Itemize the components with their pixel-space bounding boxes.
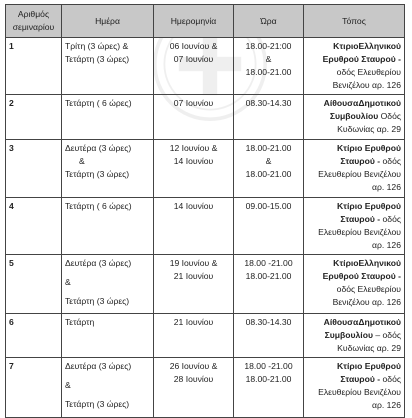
- time-cell: 09.00-15.00: [234, 198, 304, 255]
- time-cell: 18.00 -21.00 18.00-21.00: [234, 358, 304, 418]
- place-cell: Κτίριο Ερυθρού Σταυρού - οδός Ελευθερίου Βενιζέλου αρ. 126: [304, 198, 405, 255]
- date-cell: 06 Ιουνίου & 07 Ιουνίου: [154, 38, 234, 95]
- table-row: [6, 314, 405, 358]
- day-cell: Τρίτη (3 ώρες) & Τετάρτη (3 ώρες): [62, 38, 154, 95]
- seminar-number: 3: [6, 140, 62, 198]
- day-cell: Τετάρτη: [62, 314, 154, 358]
- day-cell: Δευτέρα (3 ώρες) & Τετάρτη (3 ώρες): [62, 255, 154, 314]
- day-cell: Δευτέρα (3 ώρες) & Τετάρτη (3 ώρες): [62, 358, 154, 418]
- date-cell: 19 Ιουνίου & 21 Ιουνίου: [154, 255, 234, 314]
- header-date: Ημερομηνία: [154, 5, 234, 38]
- seminar-number: 1: [6, 38, 62, 95]
- table-row: [6, 198, 405, 255]
- place-cell: Κτίριο Ερυθρού Σταυρού - οδός Ελευθερίου Βενιζέλου αρ. 126: [304, 358, 405, 418]
- table-row: [6, 95, 405, 140]
- date-cell: 26 Ιουνίου & 28 Ιουνίου: [154, 358, 234, 418]
- date-cell: 21 Ιουνίου: [154, 314, 234, 358]
- time-cell: 18.00-21.00 & 18.00-21.00: [234, 140, 304, 198]
- date-cell: 07 Ιουνίου: [154, 95, 234, 140]
- table-row: [6, 140, 405, 198]
- table-header: [6, 5, 405, 38]
- seminar-number: 2: [6, 95, 62, 140]
- seminar-number: 4: [6, 198, 62, 255]
- place-cell: ΚτιριοΕλληνικού Ερυθρού Σταυρού - οδός Ελευθερίου Βενιζέλου αρ. 126: [304, 38, 405, 95]
- time-cell: 18.00 -21.00 18.00-21.00: [234, 255, 304, 314]
- header-place: Τόπος: [304, 5, 405, 38]
- place-cell: Κτίριο Ερυθρού Σταυρού - οδός Ελευθερίου Βενιζέλου αρ. 126: [304, 140, 405, 198]
- seminar-number: 6: [6, 314, 62, 358]
- time-cell: 18.00-21:00 & 18.00-21.00: [234, 38, 304, 95]
- table-row: [6, 255, 405, 314]
- seminar-number: 5: [6, 255, 62, 314]
- seminar-schedule-table: [5, 4, 405, 418]
- seminar-number: 7: [6, 358, 62, 418]
- header-time: Ώρα: [234, 5, 304, 38]
- date-cell: 12 Ιουνίου & 14 Ιουνίου: [154, 140, 234, 198]
- header-day: Ημέρα: [62, 5, 154, 38]
- header-seminar-number: Αριθμός σεμιναρίου: [6, 5, 62, 38]
- day-cell: Τετάρτη ( 6 ώρες): [62, 95, 154, 140]
- place-cell: ΚτίριοΕλληνικού Ερυθρού Σταυρού - οδός Ελευθερίου Βενιζέλου αρ. 126: [304, 255, 405, 314]
- table-row: [6, 38, 405, 95]
- table-row: [6, 358, 405, 418]
- time-cell: 08.30-14.30: [234, 314, 304, 358]
- header-row: [6, 5, 405, 38]
- day-cell: Τετάρτη ( 6 ώρες): [62, 198, 154, 255]
- place-cell: ΑίθουσαΔημοτικού Συμβουλίου – οδός Κυδωνίας αρ. 29: [304, 314, 405, 358]
- date-cell: 14 Ιουνίου: [154, 198, 234, 255]
- place-cell: ΑίθουσαΔημοτικού Συμβουλίου Οδός Κυδωνίας αρ. 29: [304, 95, 405, 140]
- day-cell: Δευτέρα (3 ώρες) & Τετάρτη (3 ώρες): [62, 140, 154, 198]
- time-cell: 08.30-14.30: [234, 95, 304, 140]
